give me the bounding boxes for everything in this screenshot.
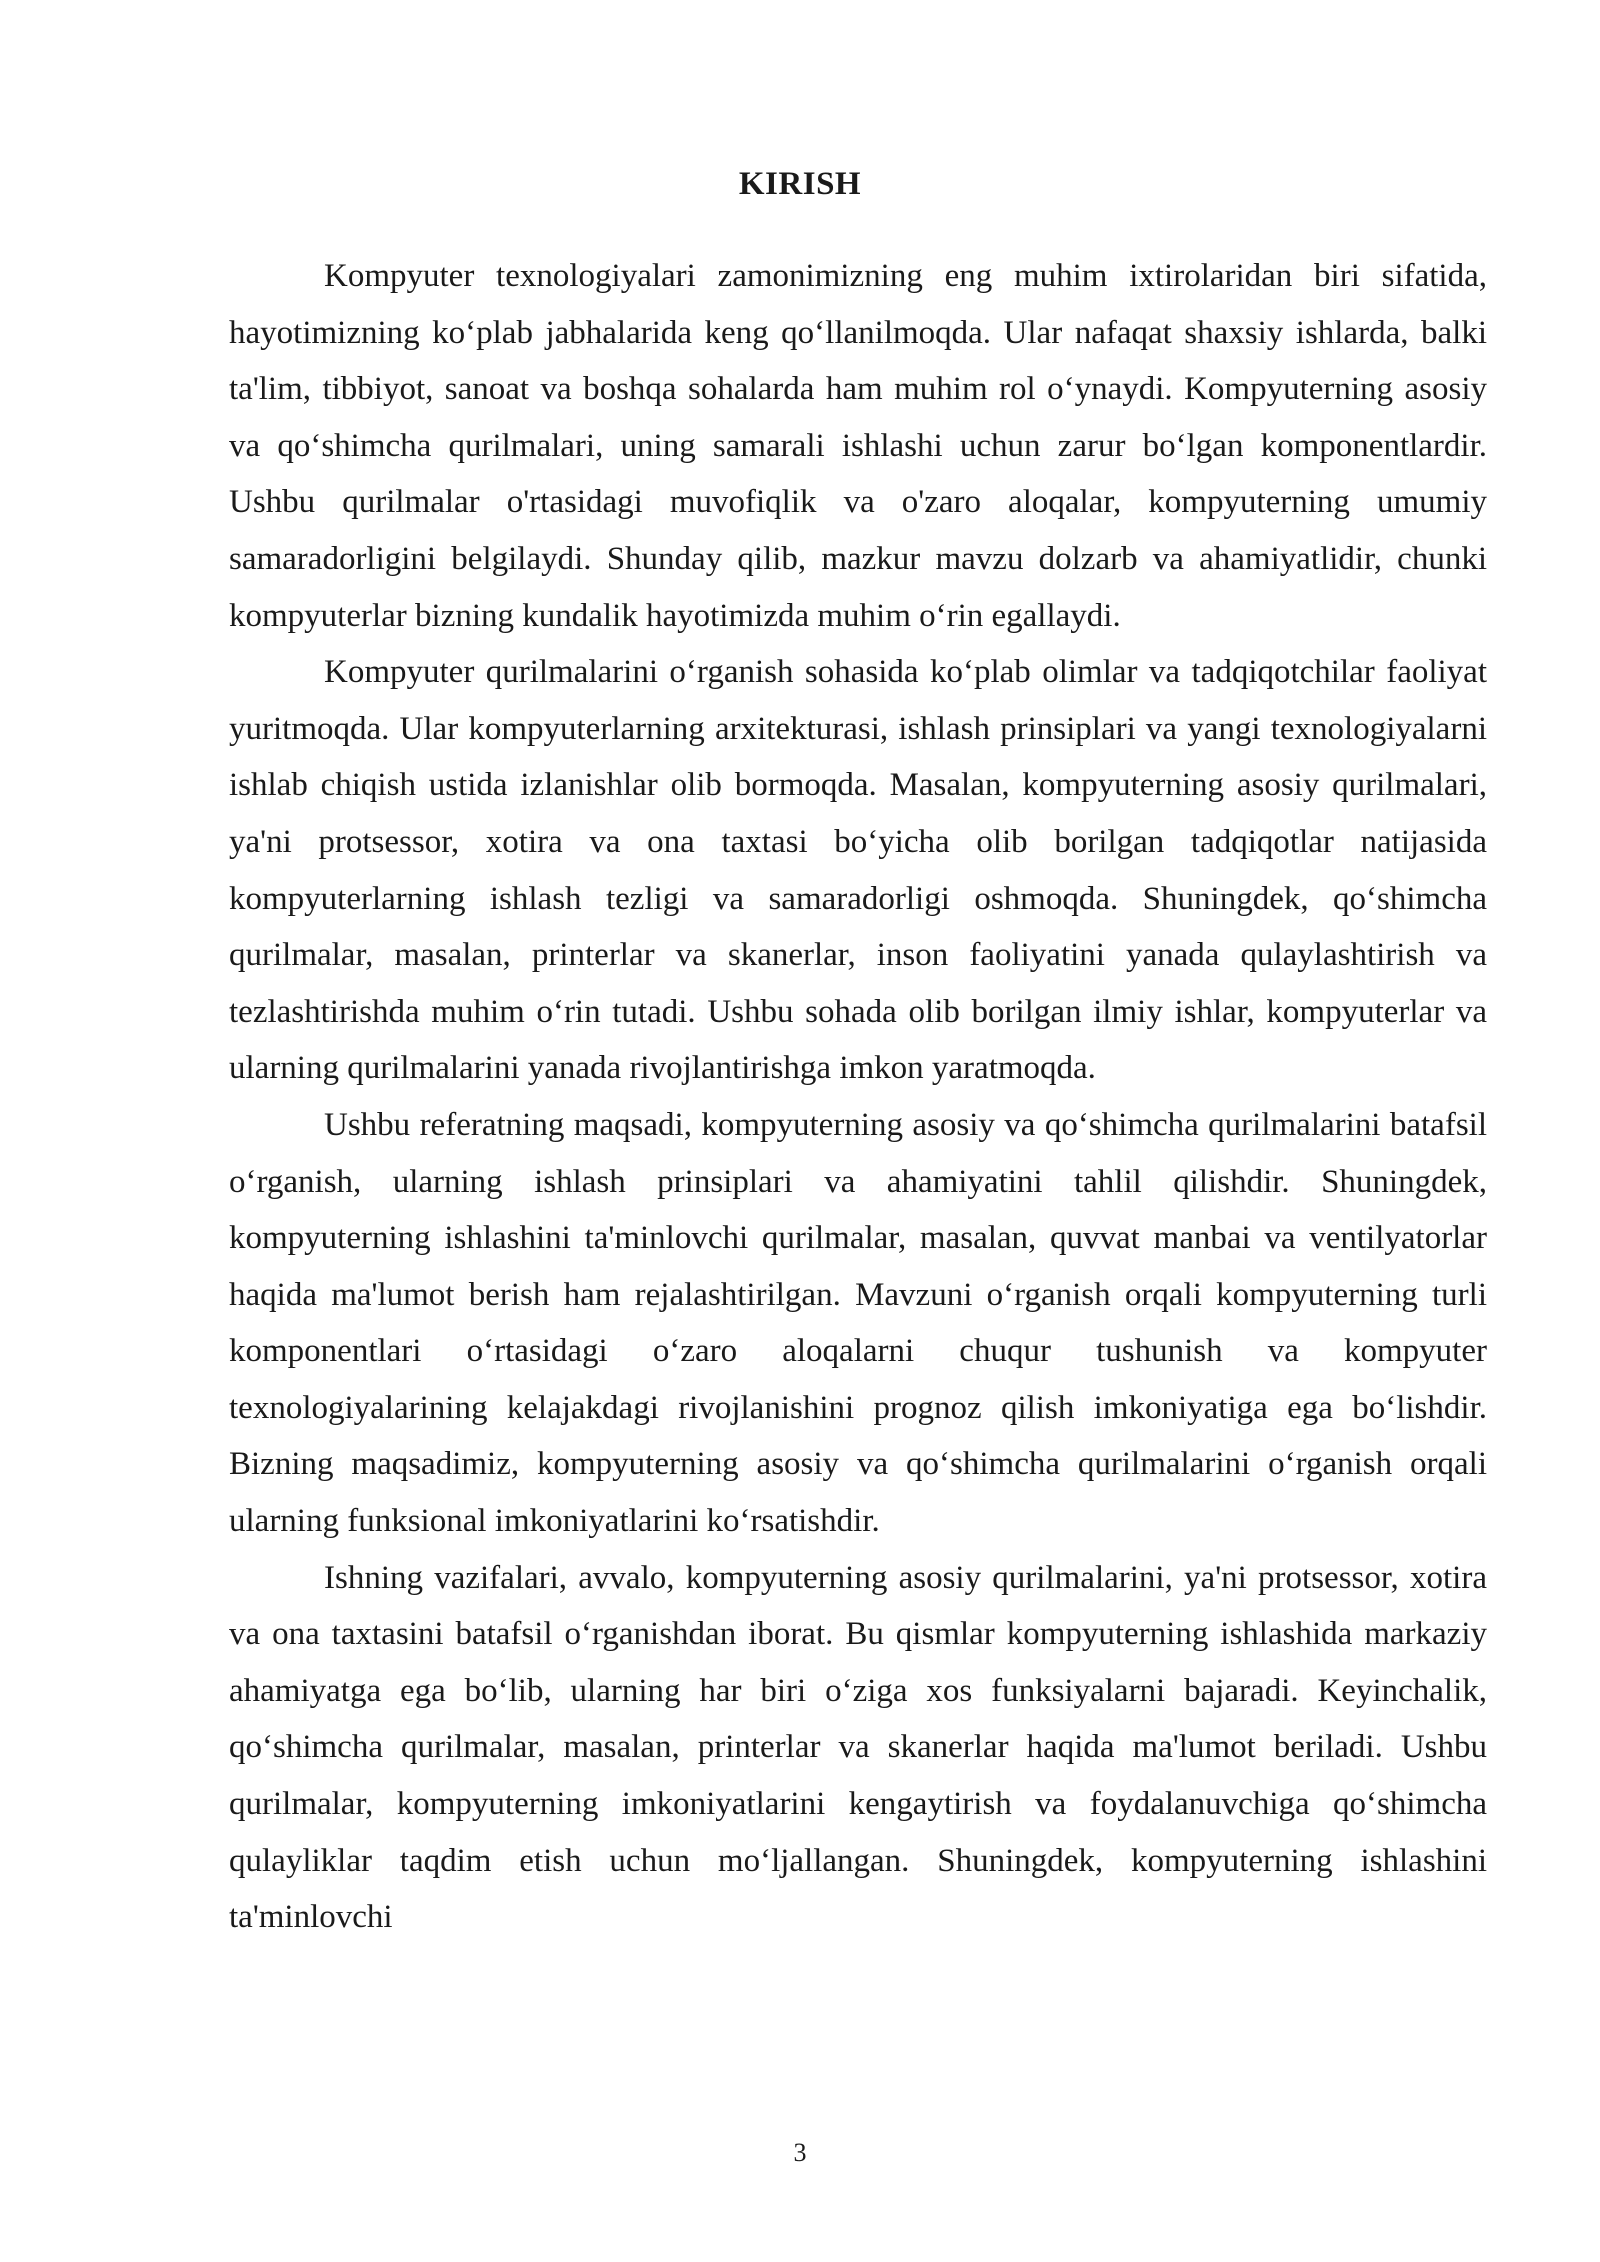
- page-title: KIRISH: [738, 166, 862, 202]
- paragraph-2: Kompyuter qurilmalarini o‘rganish sohasida ko‘plab olimlar va tadqiqotchilar faoliyat yuritmoqda. Ular kompyuterlarning arxitekturasi, ishlash prinsiplari va yangi texnologiyalarni ishlab chiqish ustida izlanishlar olib bormoqda. Masalan, kompyuterning asosiy qurilmalari, ya'ni protsessor, xotira va ona taxtasi bo‘yicha olib borilgan tadqiqotlar natijasida kompyuterlarning ishlash tezligi va samaradorligi oshmoqda. Shuningdek, qo‘shimcha qurilmalar, masalan, printerlar va skanerlar, inson faoliyatini yanada qulaylashtirish va tezlashtirishda muhim o‘rin tutadi. Ushbu sohada olib borilgan ilmiy ishlar, kompyuterlar va ularning qurilmalarini yanada rivojlantirishga imkon yaratmoqda.: [229, 654, 1487, 1087]
- paragraph-3: Ushbu referatning maqsadi, kompyuterning asosiy va qo‘shimcha qurilmalarini batafsil o‘rganish, ularning ishlash prinsiplari va ahamiyatini tahlil qilishdir. Shuningdek, kompyuterning ishlashini ta'minlovchi qurilmalar, masalan, quvvat manbai va ventilyatorlar haqida ma'lumot berish ham rejalashtirilgan. Mavzuni o‘rganish orqali kompyuterning turli komponentlari o‘rtasidagi o‘zaro aloqalarni chuqur tushunish va kompyuter texnologiyalarining kelajakdagi rivojlanishini prognoz qilish imkoniyatiga ega bo‘lishdir. Bizning maqsadimiz, kompyuterning asosiy va qo‘shimcha qurilmalarini o‘rganish orqali ularning funksional imkoniyatlarini ko‘rsatishdir.: [229, 1106, 1487, 1540]
- paragraph-4: Ishning vazifalari, avvalo, kompyuterning asosiy qurilmalarini, ya'ni protsessor, xotira va ona taxtasini batafsil o‘rganishdan iborat. Bu qismlar kompyuterning ishlashida markaziy ahamiyatga ega bo‘lib, ularning har biri o‘ziga xos funksiyalarni bajaradi. Keyinchalik, qo‘shimcha qurilmalar, masalan, printerlar va skanerlar haqida ma'lumot beriladi. Ushbu qurilmalar, kompyuterning imkoniyatlarini kengaytirish va foydalanuvchiga qo‘shimcha qulayliklar taqdim etish uchun mo‘ljallangan. Shuningdek, kompyuterning ishlashini ta'minlovchi: [229, 1559, 1487, 1936]
- body-text: [229, 248, 1487, 1946]
- paragraph-1: Kompyuter texnologiyalari zamonimizning eng muhim ixtirolaridan biri sifatida, hayotimizning ko‘plab jabhalarida keng qo‘llanilmoqda. Ular nafaqat shaxsiy ishlarda, balki ta'lim, tibbiyot, sanoat va boshqa sohalarda ham muhim rol o‘ynaydi. Kompyuterning asosiy va qo‘shimcha qurilmalari, uning samarali ishlashi uchun zarur bo‘lgan komponentlardir. Ushbu qurilmalar o'rtasidagi muvofiqlik va o'zaro aloqalar, kompyuterning umumiy samaradorligini belgilaydi. Shunday qilib, mazkur mavzu dolzarb va ahamiyatlidir, chunki kompyuterlar bizning kundalik hayotimizda muhim o‘rin egallaydi.: [229, 258, 1487, 634]
- page-number: 3: [793, 2138, 807, 2167]
